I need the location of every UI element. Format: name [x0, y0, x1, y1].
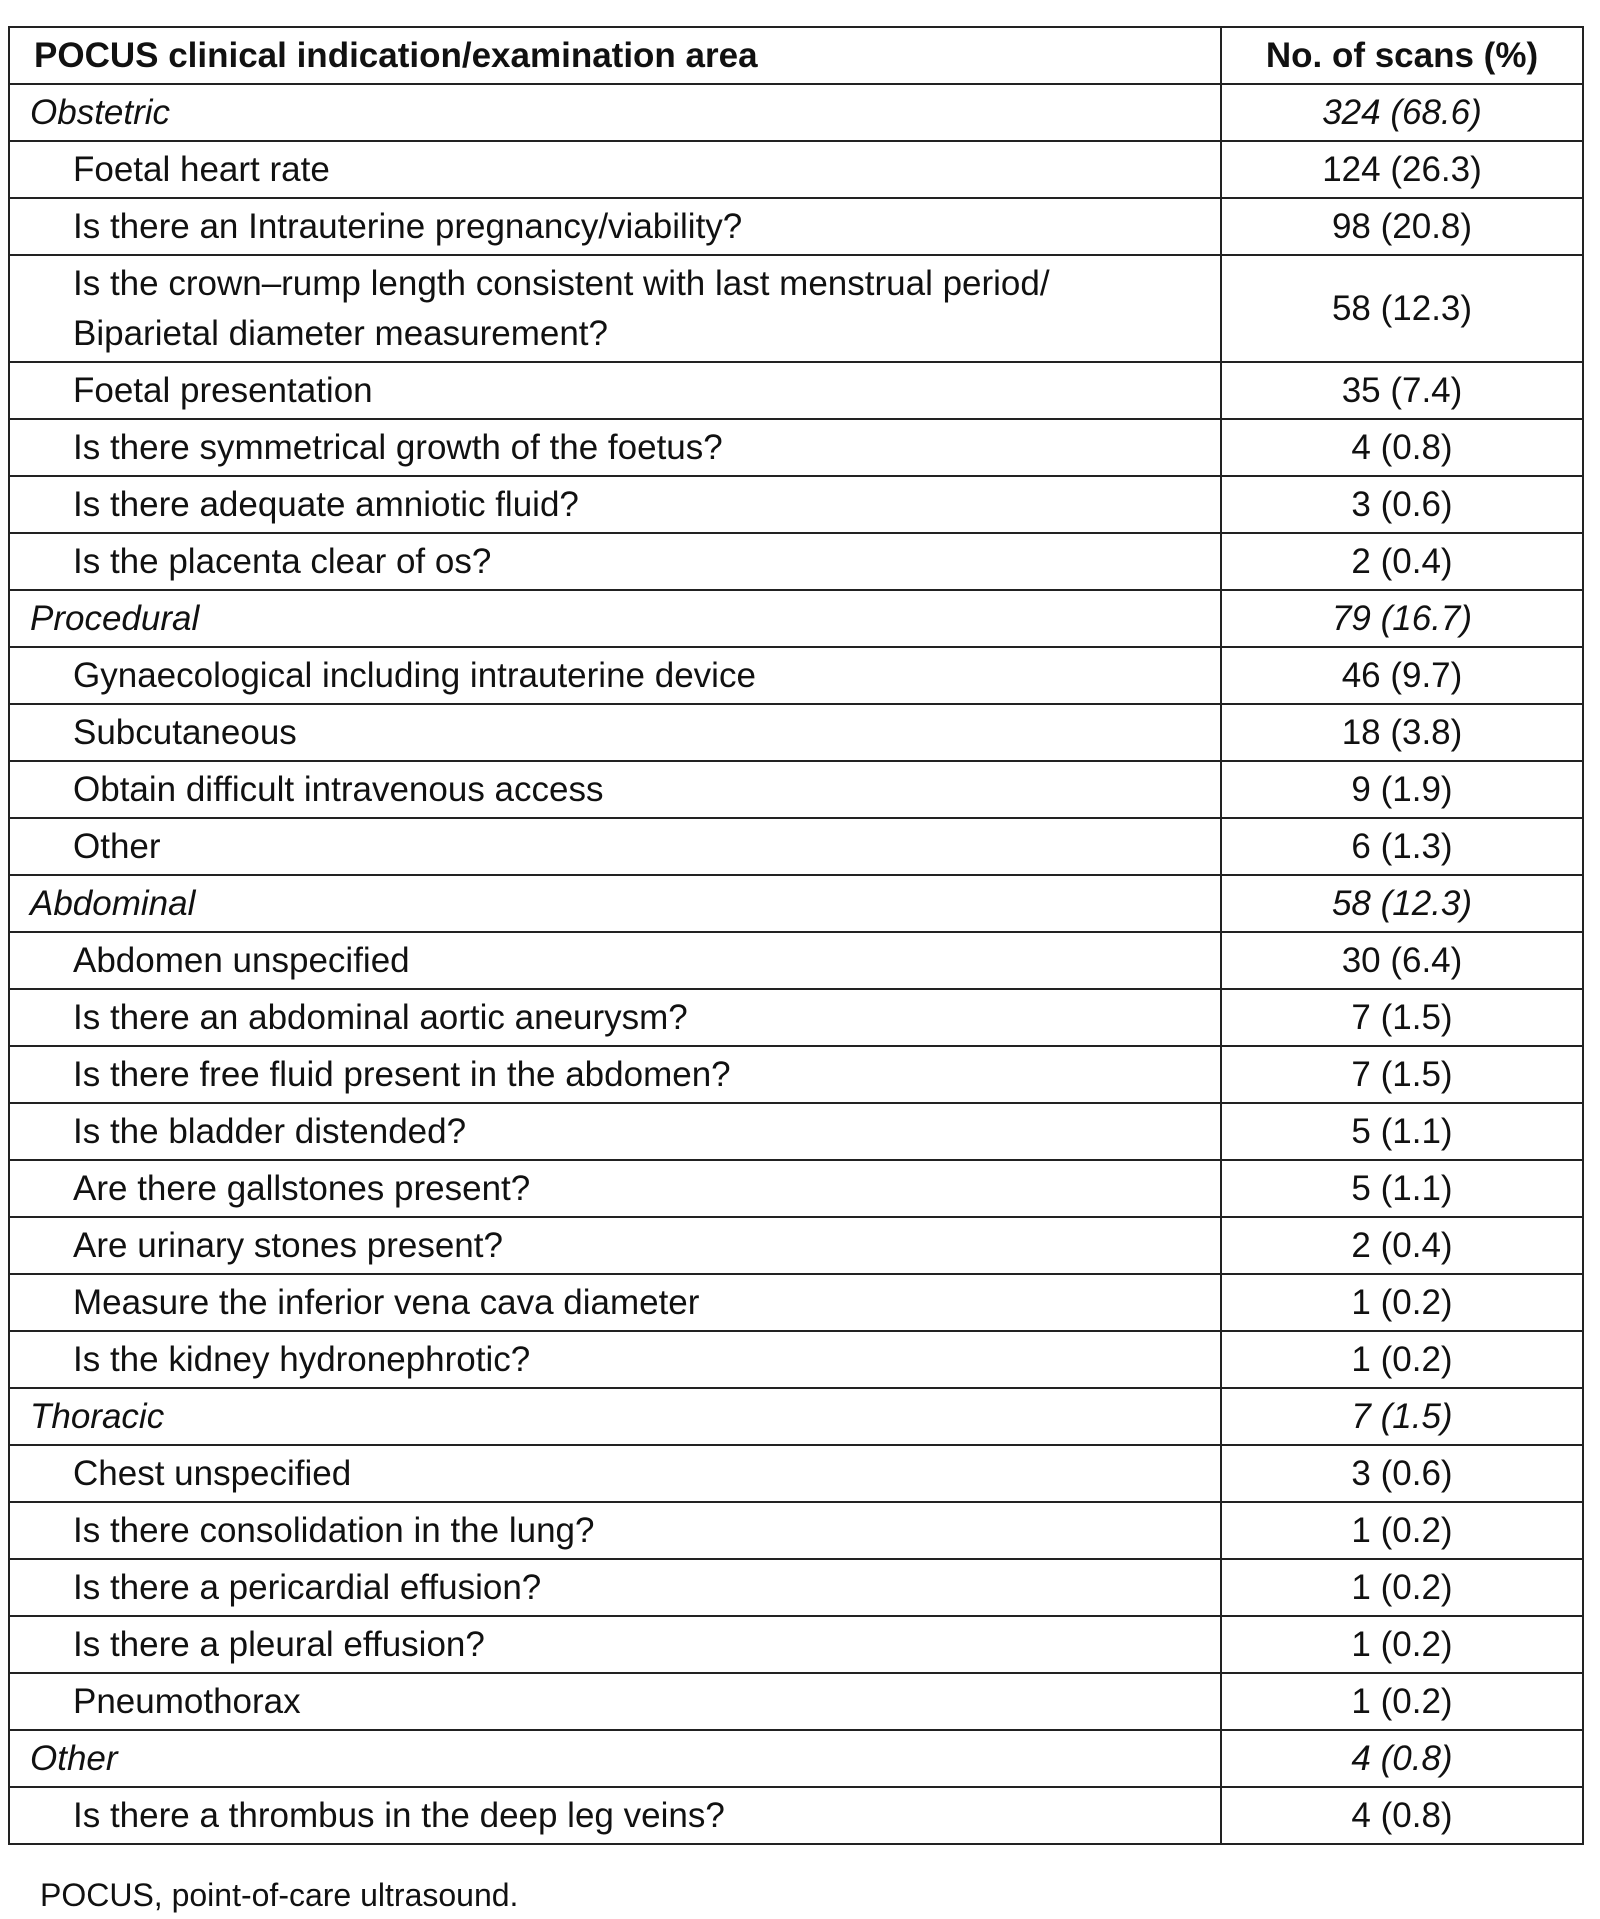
- row-label: Is there a pericardial effusion?: [9, 1559, 1221, 1616]
- row-value: 6 (1.3): [1221, 818, 1583, 875]
- table-row: [9, 476, 1583, 533]
- table-row: [9, 761, 1583, 818]
- row-label: Obstetric: [9, 84, 1221, 141]
- row-label: Pneumothorax: [9, 1673, 1221, 1730]
- row-label: Other: [9, 1730, 1221, 1787]
- row-value: 4 (0.8): [1221, 1787, 1583, 1844]
- table-header-row: [9, 27, 1583, 84]
- row-label: Abdominal: [9, 875, 1221, 932]
- row-label: Chest unspecified: [9, 1445, 1221, 1502]
- category-row-procedural: [9, 590, 1583, 647]
- table-row: [9, 141, 1583, 198]
- category-row-other: [9, 1730, 1583, 1787]
- row-value: 2 (0.4): [1221, 1217, 1583, 1274]
- header-indication: POCUS clinical indication/examination area: [9, 27, 1221, 84]
- table-row: [9, 1502, 1583, 1559]
- row-label: Is the placenta clear of os?: [9, 533, 1221, 590]
- row-label: Thoracic: [9, 1388, 1221, 1445]
- row-label: Are there gallstones present?: [9, 1160, 1221, 1217]
- row-value: 1 (0.2): [1221, 1274, 1583, 1331]
- row-label: Is there consolidation in the lung?: [9, 1502, 1221, 1559]
- table-row: [9, 1616, 1583, 1673]
- row-label: Is there free fluid present in the abdomen?: [9, 1046, 1221, 1103]
- table-row: [9, 1559, 1583, 1616]
- row-label: Is the kidney hydronephrotic?: [9, 1331, 1221, 1388]
- row-label-line-1: Is the crown–rump length consistent with last menstrual period/: [73, 263, 1050, 303]
- table-footnote: POCUS, point-of-care ultrasound.: [40, 1877, 519, 1913]
- table-row: [9, 198, 1583, 255]
- table-row: [9, 1445, 1583, 1502]
- row-value: 124 (26.3): [1221, 141, 1583, 198]
- row-value: 324 (68.6): [1221, 84, 1583, 141]
- row-value: 1 (0.2): [1221, 1616, 1583, 1673]
- table-row: [9, 533, 1583, 590]
- table-row: [9, 362, 1583, 419]
- row-value: 2 (0.4): [1221, 533, 1583, 590]
- row-value: 5 (1.1): [1221, 1160, 1583, 1217]
- row-label-line-2: Biparietal diameter measurement?: [73, 313, 608, 353]
- row-value: 1 (0.2): [1221, 1559, 1583, 1616]
- row-label: Is there adequate amniotic fluid?: [9, 476, 1221, 533]
- row-value: 3 (0.6): [1221, 476, 1583, 533]
- row-value: 79 (16.7): [1221, 590, 1583, 647]
- row-value: 58 (12.3): [1221, 255, 1583, 362]
- table-row: [9, 1673, 1583, 1730]
- row-label: Foetal presentation: [9, 362, 1221, 419]
- row-value: 4 (0.8): [1221, 419, 1583, 476]
- table-row: [9, 989, 1583, 1046]
- row-label: [9, 255, 1221, 362]
- row-label: Is there an abdominal aortic aneurysm?: [9, 989, 1221, 1046]
- table-row: [9, 1787, 1583, 1844]
- header-scans: No. of scans (%): [1221, 27, 1583, 84]
- table-row: [9, 704, 1583, 761]
- row-value: 30 (6.4): [1221, 932, 1583, 989]
- row-label: Procedural: [9, 590, 1221, 647]
- category-row-thoracic: [9, 1388, 1583, 1445]
- table-row: [9, 818, 1583, 875]
- table-row: [9, 255, 1583, 362]
- row-value: 98 (20.8): [1221, 198, 1583, 255]
- row-value: 4 (0.8): [1221, 1730, 1583, 1787]
- table-row: [9, 1160, 1583, 1217]
- row-label: Are urinary stones present?: [9, 1217, 1221, 1274]
- row-value: 7 (1.5): [1221, 1388, 1583, 1445]
- row-label: Is there an Intrauterine pregnancy/viability?: [9, 198, 1221, 255]
- row-label: Is there a pleural effusion?: [9, 1616, 1221, 1673]
- row-label: Subcutaneous: [9, 704, 1221, 761]
- row-value: 58 (12.3): [1221, 875, 1583, 932]
- category-row-abdominal: [9, 875, 1583, 932]
- row-value: 5 (1.1): [1221, 1103, 1583, 1160]
- row-value: 7 (1.5): [1221, 989, 1583, 1046]
- row-label: Obtain difficult intravenous access: [9, 761, 1221, 818]
- table-row: [9, 1217, 1583, 1274]
- row-label: Abdomen unspecified: [9, 932, 1221, 989]
- row-value: 9 (1.9): [1221, 761, 1583, 818]
- row-value: 46 (9.7): [1221, 647, 1583, 704]
- table-row: [9, 1103, 1583, 1160]
- row-label: Is there a thrombus in the deep leg veins?: [9, 1787, 1221, 1844]
- row-value: 1 (0.2): [1221, 1331, 1583, 1388]
- row-value: 7 (1.5): [1221, 1046, 1583, 1103]
- table-row: [9, 647, 1583, 704]
- row-value: 18 (3.8): [1221, 704, 1583, 761]
- row-label: Is there symmetrical growth of the foetus?: [9, 419, 1221, 476]
- row-label: Measure the inferior vena cava diameter: [9, 1274, 1221, 1331]
- row-label: Gynaecological including intrauterine device: [9, 647, 1221, 704]
- pocus-indications-table: [8, 26, 1584, 1845]
- category-row-obstetric: [9, 84, 1583, 141]
- table-row: [9, 932, 1583, 989]
- table-row: [9, 419, 1583, 476]
- table-row: [9, 1046, 1583, 1103]
- row-label: Other: [9, 818, 1221, 875]
- row-value: 1 (0.2): [1221, 1673, 1583, 1730]
- row-value: 35 (7.4): [1221, 362, 1583, 419]
- row-value: 1 (0.2): [1221, 1502, 1583, 1559]
- row-value: 3 (0.6): [1221, 1445, 1583, 1502]
- row-label: Foetal heart rate: [9, 141, 1221, 198]
- table-row: [9, 1331, 1583, 1388]
- row-label: Is the bladder distended?: [9, 1103, 1221, 1160]
- table-row: [9, 1274, 1583, 1331]
